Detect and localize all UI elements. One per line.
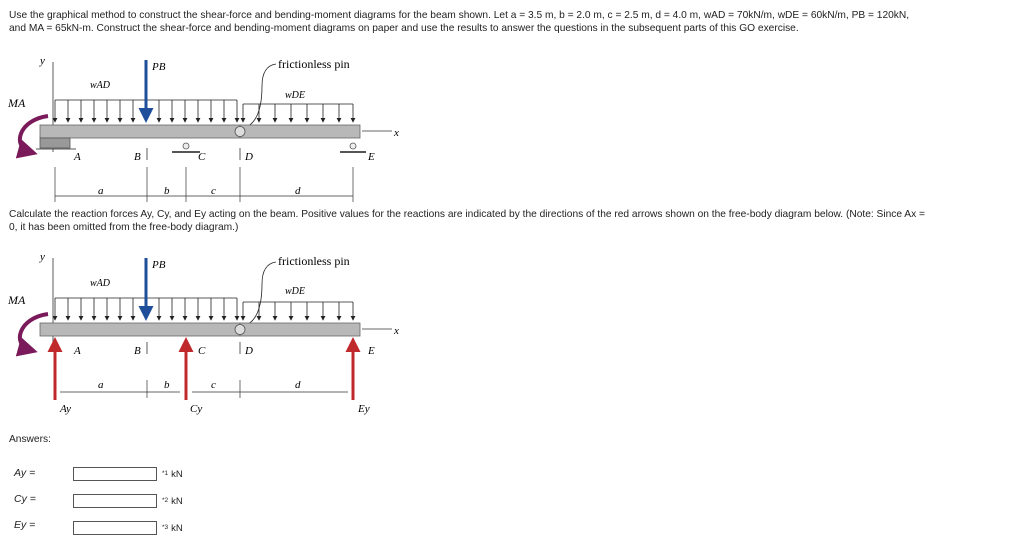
- free-body-diagram: [0, 250, 420, 425]
- fbd-point-b-label: B: [134, 345, 141, 357]
- moment-ma-label: MA: [8, 96, 26, 110]
- point-a-label: A: [74, 151, 81, 163]
- fbd-point-load-pb-label: PB: [152, 259, 166, 271]
- fbd-pin-leader-line: [244, 262, 276, 326]
- instructions-line-2: 0, it has been omitted from the free-body diagram.): [9, 222, 239, 233]
- answer-cy-marker: *2: [162, 497, 169, 504]
- pin-d: [235, 127, 245, 137]
- dim-a-label: a: [98, 185, 104, 197]
- answer-ay-unit: [162, 469, 183, 480]
- answer-ay-input[interactable]: [73, 467, 157, 481]
- point-load-pb-label: PB: [152, 61, 166, 73]
- answer-ay-marker: *1: [162, 470, 169, 477]
- answer-ey-input[interactable]: [73, 521, 157, 535]
- dim-d-label: d: [295, 185, 301, 197]
- answer-ey-marker: *3: [162, 524, 169, 531]
- fbd-beam-segment-de: [240, 323, 360, 336]
- w-ad-label: wAD: [90, 80, 110, 91]
- fbd-frictionless-pin-label: frictionless pin: [278, 254, 350, 268]
- beam-segment-de: [240, 125, 360, 138]
- fbd-y-axis-label: y: [40, 251, 45, 263]
- fbd-pin-d: [235, 325, 245, 335]
- problem-statement-line-2: and MA = 65kN-m. Construct the shear-force and bending-moment diagrams on paper and use the results to answer the questions in the subsequent parts of this GO exercise.: [9, 23, 799, 34]
- point-d-label: D: [245, 151, 253, 163]
- point-b-label: B: [134, 151, 141, 163]
- point-c-label: C: [198, 151, 206, 163]
- answer-ey-unit-text: kN: [171, 523, 183, 534]
- reaction-cy-label: Cy: [190, 403, 203, 415]
- answer-ey-unit: [162, 523, 183, 534]
- fbd-point-e-label: E: [368, 345, 375, 357]
- answer-cy-unit: [162, 496, 183, 507]
- fbd-dim-c-label: c: [211, 379, 216, 391]
- point-e-label: E: [368, 151, 375, 163]
- frictionless-pin-label: frictionless pin: [278, 57, 350, 71]
- fbd-point-d-label: D: [245, 345, 253, 357]
- pin-leader-line: [244, 64, 276, 128]
- dim-b-label: b: [164, 185, 170, 197]
- support-a: [40, 138, 70, 148]
- answers-heading: Answers:: [9, 434, 51, 445]
- roller-c: [183, 143, 189, 149]
- distributed-load-de: [243, 104, 353, 122]
- beam-diagram: [0, 52, 420, 202]
- reaction-ey-label: Ey: [358, 403, 370, 415]
- fbd-point-c-label: C: [198, 345, 206, 357]
- fbd-moment-ma-label: MA: [8, 293, 26, 307]
- answer-cy-unit-text: kN: [171, 496, 183, 507]
- dim-c-label: c: [211, 185, 216, 197]
- roller-e: [350, 143, 356, 149]
- x-axis-label: x: [394, 127, 399, 139]
- w-de-label: wDE: [285, 90, 305, 101]
- answer-cy-label: Cy =: [14, 493, 36, 505]
- fbd-dim-b-label: b: [164, 379, 170, 391]
- problem-statement-line-1: Use the graphical method to construct the shear-force and bending-moment diagrams for the beam shown. Let a = 3.5 m, b = 2.0 m, c = 2.5 m, d = 4.0 m, wAD = 70kN/m, wDE = 60kN/m, PB = 120kN,: [9, 10, 910, 21]
- fbd-dim-a-label: a: [98, 379, 104, 391]
- fbd-x-axis-label: x: [394, 325, 399, 337]
- answer-ay-unit-text: kN: [171, 469, 183, 480]
- reaction-ay-label: Ay: [60, 403, 71, 415]
- answer-ay-label: Ay =: [14, 467, 36, 479]
- fbd-point-a-label: A: [74, 345, 81, 357]
- fbd-w-ad-label: wAD: [90, 278, 110, 289]
- fbd-dim-d-label: d: [295, 379, 301, 391]
- y-axis-label: y: [40, 55, 45, 67]
- answer-ey-label: Ey =: [14, 519, 36, 531]
- fbd-distributed-load-de: [243, 302, 353, 320]
- answer-cy-input[interactable]: [73, 494, 157, 508]
- fbd-beam-segment-ad: [40, 323, 240, 336]
- beam-segment-ad: [40, 125, 240, 138]
- fbd-w-de-label: wDE: [285, 286, 305, 297]
- instructions-line-1: Calculate the reaction forces Ay, Cy, and Ey acting on the beam. Positive values for the reactions are indicated by the directions of the red arrows shown on the free-body diagram below. (Note: Since Ax =: [9, 209, 925, 220]
